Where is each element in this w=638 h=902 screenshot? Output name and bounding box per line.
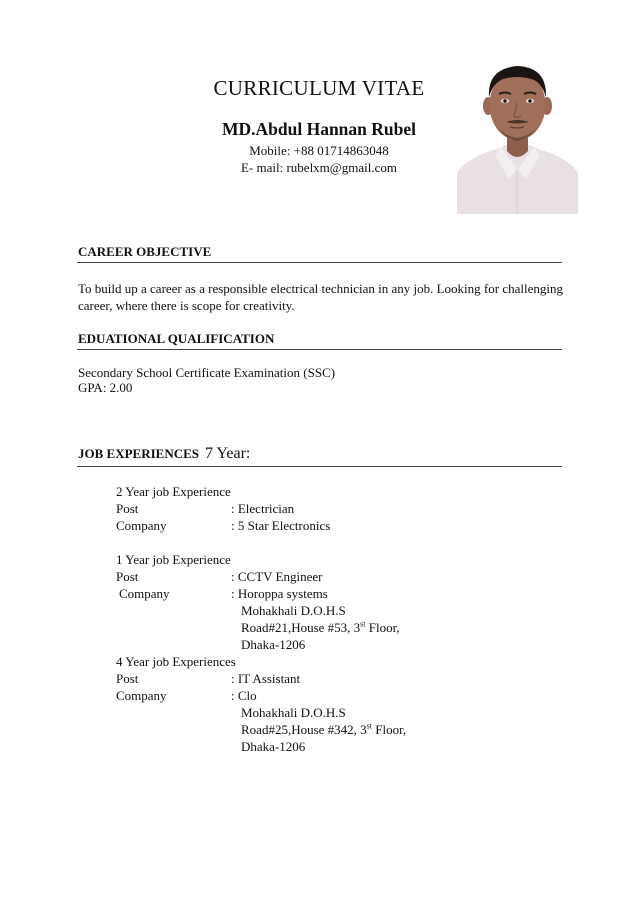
job-3-address-road: Road#25,House #342, 3	[241, 722, 367, 737]
candidate-name: MD.Abdul Hannan Rubel	[221, 119, 417, 139]
job-2-address-line-1: Mohakhali D.O.H.S	[241, 603, 346, 618]
job-2-address-floor: Floor,	[365, 620, 400, 635]
education-divider	[77, 349, 562, 350]
job-1-post-value: : Electrician	[231, 501, 295, 516]
job-3-company-label: Company	[116, 688, 167, 703]
job-2-address-ordinal: st	[360, 619, 366, 629]
portrait-photo-icon	[457, 61, 578, 214]
job-3-post-label: Post	[116, 671, 139, 686]
career-objective-heading: CAREER OBJECTIVE	[78, 244, 212, 259]
job-2-company-value: : Horoppa systems	[231, 586, 328, 601]
job-2-address-road: Road#21,House #53, 3	[241, 620, 361, 635]
job-2-post-label: Post	[116, 569, 139, 584]
mobile-number: Mobile: +88 01714863048	[249, 143, 389, 158]
job-2-address-line-3: Dhaka-1206	[241, 637, 306, 652]
job-1-company-value: : 5 Star Electronics	[231, 518, 331, 533]
email-address: E- mail: rubelxm@gmail.com	[240, 160, 398, 175]
job-2-post-value: : CCTV Engineer	[231, 569, 323, 584]
job-3-title: 4 Year job Experiences	[116, 654, 236, 669]
job-1-post-label: Post	[116, 501, 139, 516]
job-experiences-years: 7 Year:	[205, 445, 251, 462]
career-objective-divider	[77, 262, 562, 263]
job-experiences-heading	[78, 445, 250, 463]
job-2-title: 1 Year job Experience	[116, 552, 231, 567]
job-2-address-line-2	[241, 620, 400, 636]
education-exam: Secondary School Certificate Examination (SSC)	[78, 365, 336, 380]
job-3-address-line-1: Mohakhali D.O.H.S	[241, 705, 346, 720]
job-experiences-title: JOB EXPERIENCES	[78, 446, 199, 461]
job-3-post-value: : IT Assistant	[231, 671, 301, 686]
job-1-title: 2 Year job Experience	[116, 484, 231, 499]
job-3-company-value: : Clo	[231, 688, 257, 703]
career-objective-line-1: To build up a career as a responsible electrical technician in any job. Looking for challenging	[78, 281, 563, 296]
cv-title: CURRICULUM VITAE	[213, 76, 425, 100]
candidate-photo	[457, 61, 578, 214]
job-2-company-label: Company	[119, 586, 170, 601]
job-3-address-floor: Floor,	[372, 722, 407, 737]
job-3-address-line-3: Dhaka-1206	[241, 739, 306, 754]
education-gpa: GPA: 2.00	[78, 380, 133, 395]
job-3-address-ordinal: st	[366, 721, 373, 731]
job-1-company-label: Company	[116, 518, 167, 533]
career-objective-line-2: career, where there is scope for creativity.	[78, 298, 295, 313]
job-3-address-line-2	[241, 722, 406, 738]
education-heading: EDUATIONAL QUALIFICATION	[78, 331, 275, 346]
job-experiences-divider	[77, 466, 562, 467]
